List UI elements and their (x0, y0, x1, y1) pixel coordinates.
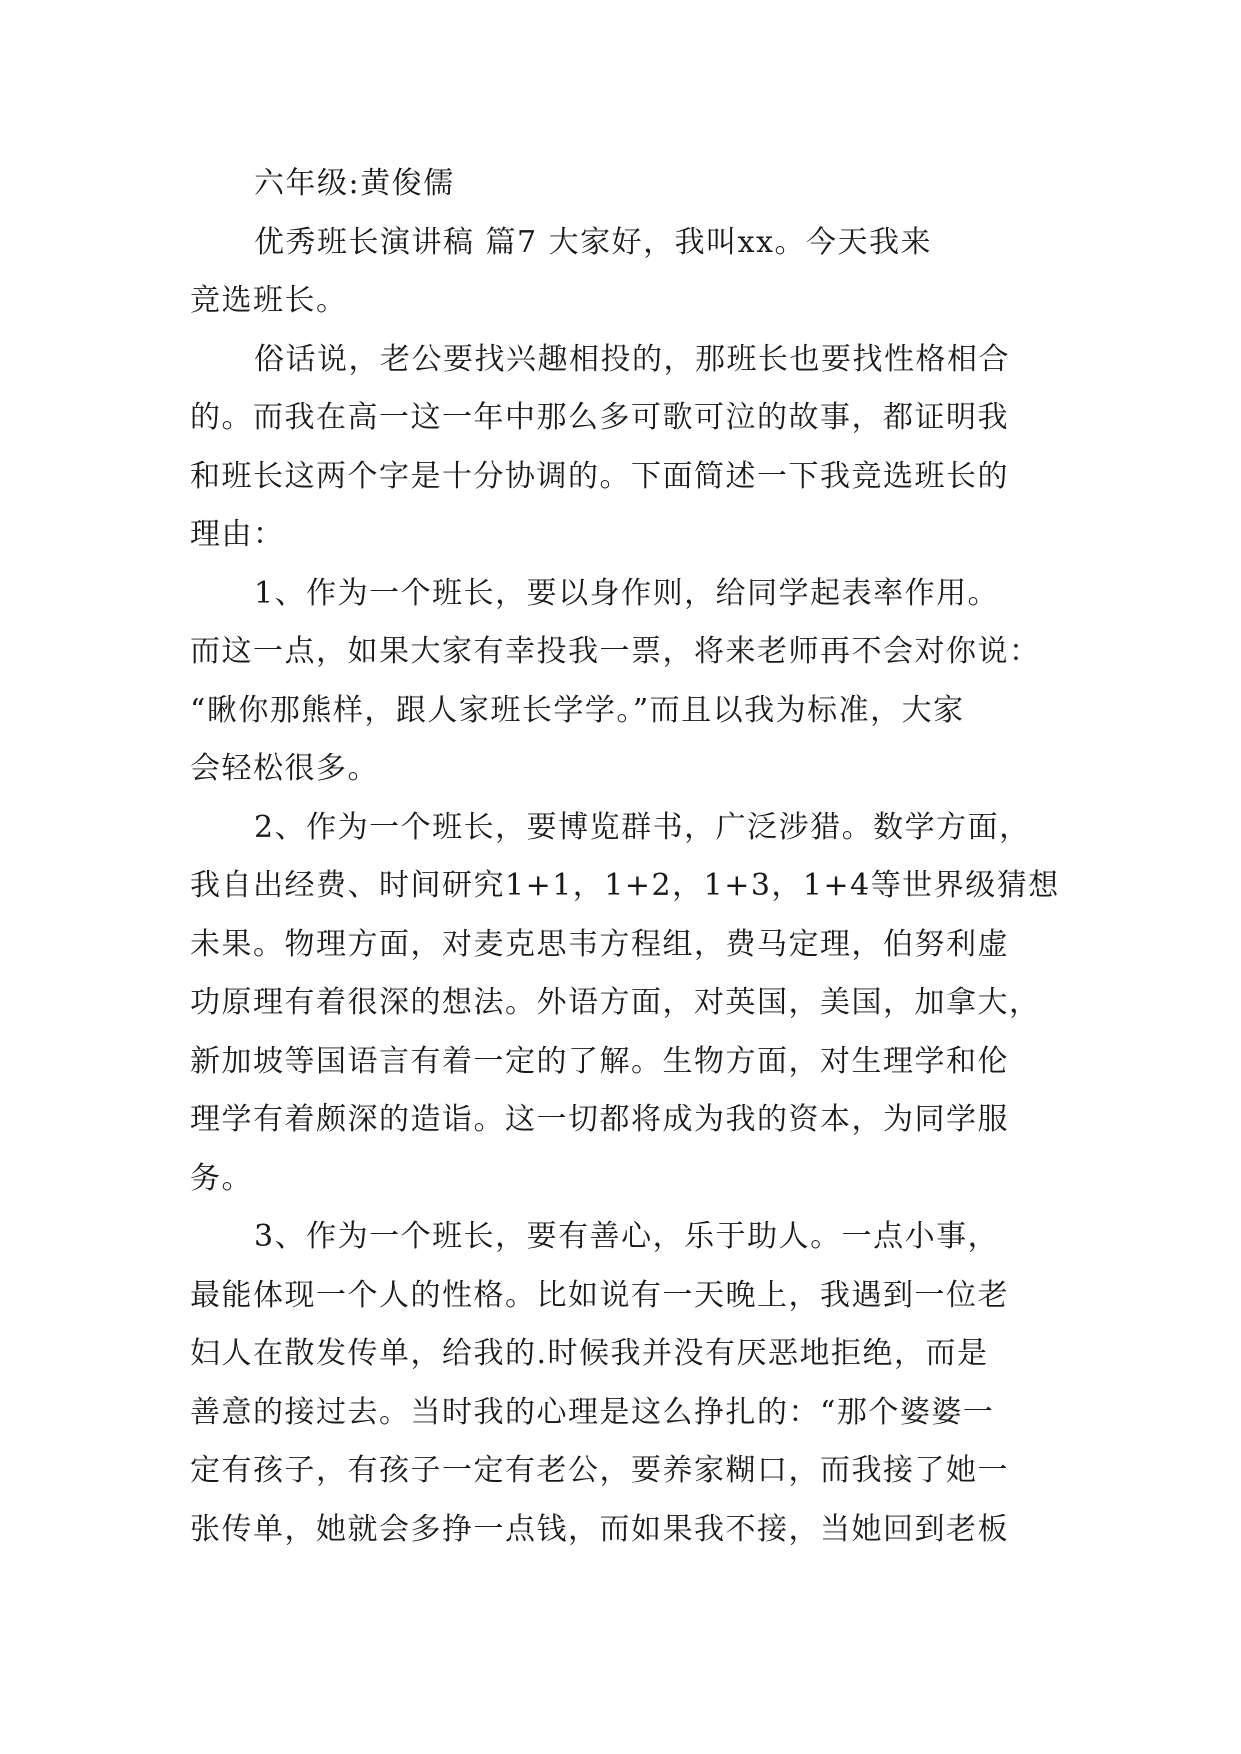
text-line: 新加坡等国语言有着一定的了解。生物方面，对生理学和伦 (190, 1043, 1009, 1079)
text-line: 1、作为一个班长，要以身作则，给同学起表率作用。 (254, 575, 1000, 611)
text-line: 未果。物理方面，对麦克思韦方程组，费马定理，伯努利虚 (190, 926, 1009, 962)
text-line: 而这一点，如果大家有幸投我一票，将来老师再不会对你说： (190, 634, 1041, 669)
text-line: 优秀班长演讲稿 篇7 大家好，我叫xx。今天我来 (254, 224, 932, 260)
text-line: 2、作为一个班长，要博览群书，广泛涉猎。数学方面， (254, 809, 1031, 845)
text-line: 会轻松很多。 (190, 751, 379, 786)
document-body (190, 155, 1060, 1559)
text-line: “瞅你那熊样，跟人家班长学学。”而且以我为标准，大家 (190, 692, 965, 728)
text-line: 理由： (190, 517, 285, 552)
text-line: 张传单，她就会多挣一点钱，而如果我不接，当她回到老板 (190, 1511, 1009, 1547)
text-line: 定有孩子，有孩子一定有老公，要养家糊口，而我接了她一 (190, 1453, 1009, 1488)
text-line: 最能体现一个人的性格。比如说有一天晚上，我遇到一位老 (190, 1277, 1009, 1313)
text-line: 的。而我在高一这一年中那么多可歌可泣的故事，都证明我 (190, 400, 1009, 435)
text-line: 六年级:黄俊儒 (254, 166, 455, 201)
text-line: 善意的接过去。当时我的心理是这么挣扎的：“那个婆婆一 (190, 1394, 995, 1430)
text-line: 妇人在散发传单，给我的.时候我并没有厌恶地拒绝，而是 (190, 1336, 989, 1371)
text-line: 理学有着颇深的造诣。这一切都将成为我的资本，为同学服 (190, 1102, 1009, 1137)
text-line: 和班长这两个字是十分协调的。下面简述一下我竞选班长的 (190, 458, 1009, 494)
text-line: 务。 (190, 1160, 253, 1196)
text-line: 俗话说，老公要找兴趣相投的，那班长也要找性格相合 (254, 341, 1010, 377)
text-line: 功原理有着很深的想法。外语方面，对英国，美国，加拿大， (190, 985, 1041, 1020)
text-line: 我自出经费、时间研究1+1，1+2，1+3，1+4等世界级猜想 (190, 868, 1060, 903)
text-line: 竞选班长。 (190, 283, 348, 318)
text-line: 3、作为一个班长，要有善心，乐于助人。一点小事， (254, 1219, 1000, 1254)
